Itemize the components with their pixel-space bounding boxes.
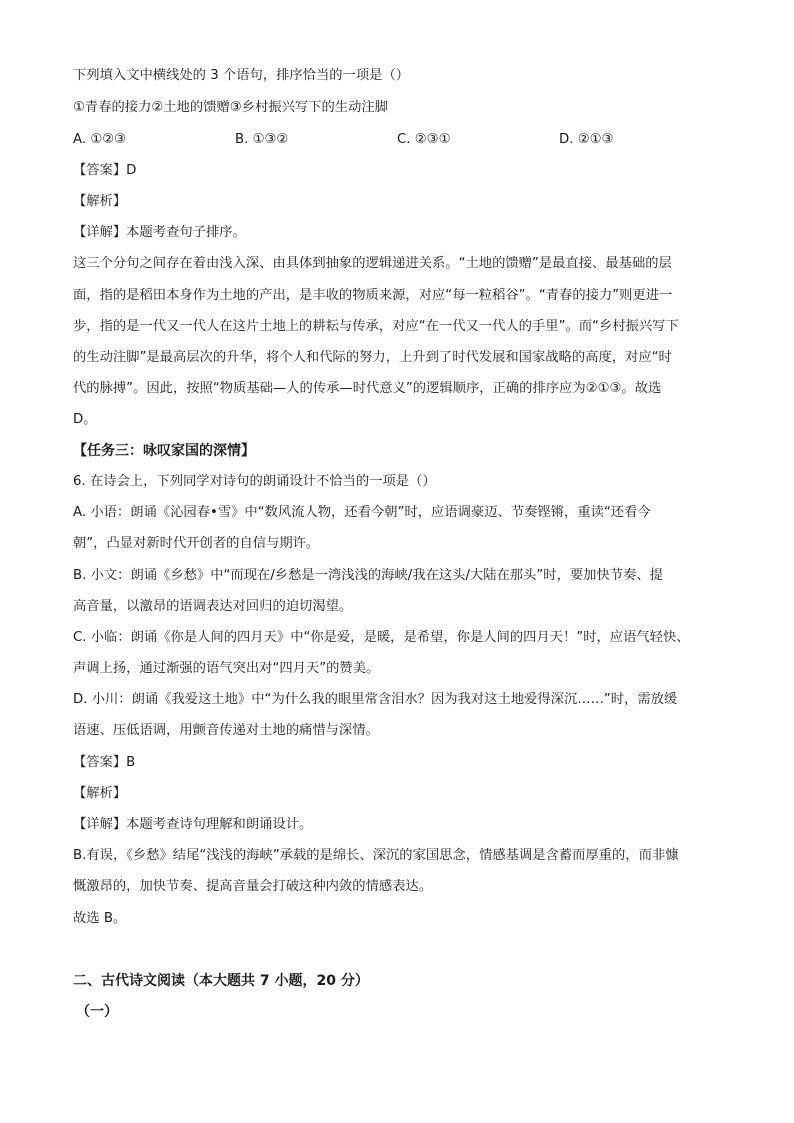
explanation-line: D。	[73, 412, 97, 427]
explanation-line: 慨激昂的，加快节奏、提高音量会打破这种内敛的情感表达。	[73, 879, 433, 894]
conclusion-line: 故选 B。	[73, 911, 127, 926]
task-3-heading: 【任务三：咏叹家国的深情】	[73, 443, 255, 459]
detail-label: 【详解】本题考查句子排序。	[73, 225, 246, 240]
question-5-stem: 下列填入文中横线处的 3 个语句，排序恰当的一项是（）	[73, 68, 410, 83]
question-6-option-line: C. 小临：朗诵《你是人间的四月天》中“你是爱，是暖，是希望，你是人间的四月天！”时，应语气轻快、	[73, 630, 690, 645]
explanation-line: B.有误，《乡愁》结尾“浅浅的海峡”承载的是绵长、深沉的家国思念，情感基调是含蓄而厚重的，而非慷	[73, 848, 679, 863]
detail-label: 【详解】本题考查诗句理解和朗诵设计。	[73, 817, 313, 832]
option-c: C. ②③①	[397, 132, 451, 147]
analysis-label: 【解析】	[73, 194, 127, 209]
question-6-option-line: 声调上扬，通过渐强的语气突出对“四月天”的赞美。	[73, 661, 380, 676]
question-6-option-line: 语速、压低语调，用颤音传递对土地的痛惜与深情。	[73, 723, 379, 738]
question-6-option-line: A. 小语：朗诵《沁园春•雪》中“数风流人物，还看今朝”时，应语调豪迈、节奏铿锵，重读“还看今	[73, 505, 651, 520]
explanation-line: 的生动注脚”是最高层次的升华，将个人和代际的努力，上升到了时代发展和国家战略的高度，对应“时	[73, 350, 672, 365]
section-2-subheading: （一）	[76, 1004, 118, 1020]
question-6-option-line: D. 小川：朗诵《我爱这土地》中“为什么我的眼里常含泪水？因为我对这土地爱得深沉……”时，需放缓	[73, 692, 678, 707]
question-6-option-line: 朝”，凸显对新时代开创者的自信与期许。	[73, 536, 320, 551]
question-6-stem: 6. 在诗会上，下列同学对诗句的朗诵设计不恰当的一项是（）	[73, 474, 436, 489]
option-d: D. ②①③	[559, 132, 614, 147]
section-2-heading: 二、古代诗文阅读（本大题共 7 小题，20 分）	[73, 973, 369, 989]
explanation-line: 步，指的是一代又一代人在这片土地上的耕耘与传承，对应“在一代又一代人的手里”。而“乡村振兴写下	[73, 319, 679, 334]
option-b: B. ①③②	[235, 132, 289, 147]
option-a: A. ①②③	[73, 132, 127, 147]
question-5-items: ①青春的接力②土地的馈赠③乡村振兴写下的生动注脚	[73, 100, 388, 115]
answer-label: 【答案】D	[73, 163, 137, 178]
question-6-option-line: 高音量，以激昂的语调表达对回归的迫切渴望。	[73, 599, 353, 614]
analysis-label: 【解析】	[73, 786, 127, 801]
explanation-line: 这三个分句之间存在着由浅入深、由具体到抽象的逻辑递进关系。“土地的馈赠”是最直接、最基础的层	[73, 256, 672, 271]
explanation-line: 代的脉搏”。因此，按照“物质基础—人的传承—时代意义”的逻辑顺序，正确的排序应为②①③。故选	[73, 381, 662, 396]
explanation-line: 面，指的是稻田本身作为土地的产出，是丰收的物质来源，对应“每一粒稻谷”。“青春的接力”则更进一	[73, 288, 673, 303]
question-6-option-line: B. 小文：朗诵《乡愁》中“而现在/乡愁是一湾浅浅的海峡/我在这头/大陆在那头”时，要加快节奏、提	[73, 568, 663, 583]
answer-label: 【答案】B	[73, 755, 136, 770]
